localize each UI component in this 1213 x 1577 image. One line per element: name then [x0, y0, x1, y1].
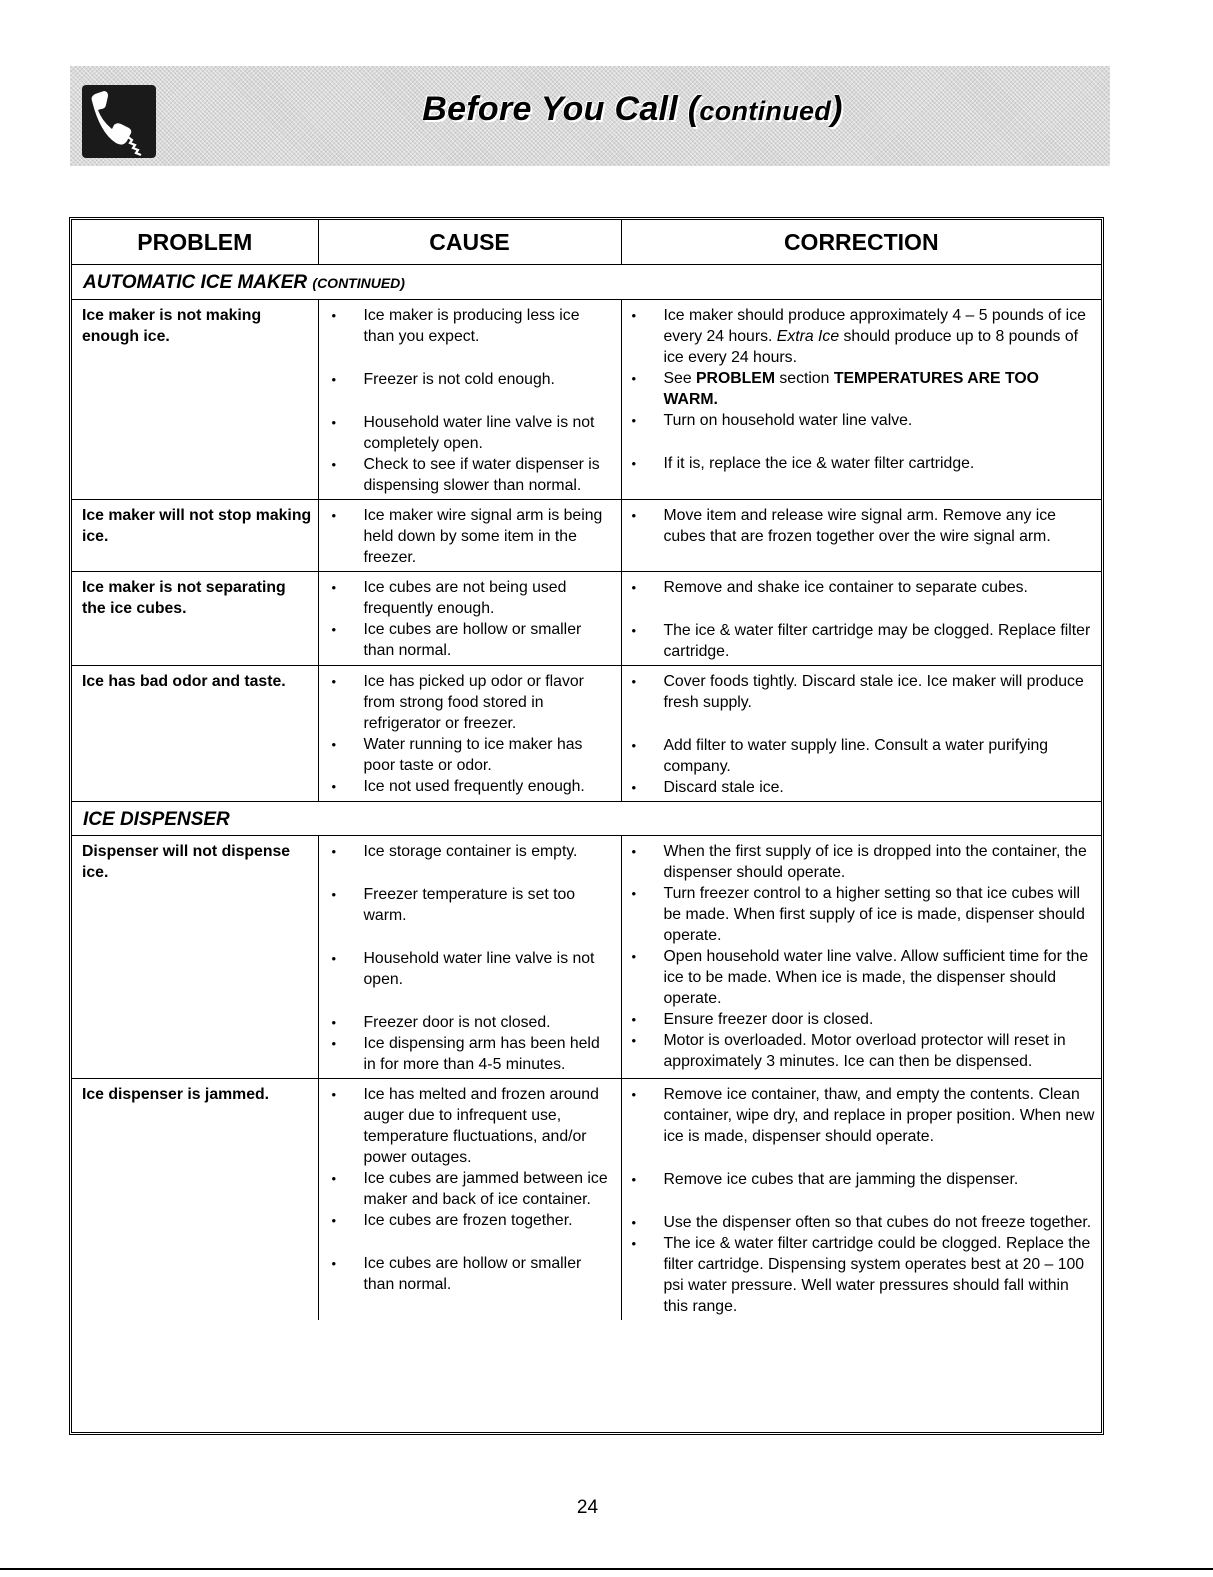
problem-cell: Ice maker is not making enough ice. [72, 300, 318, 500]
correction-cell [621, 500, 1101, 572]
section-title: ICE DISPENSER [83, 809, 230, 830]
cause-item: • Household water line valve is not completely open. [327, 412, 615, 454]
table-header-row [72, 220, 1101, 265]
cause-cell [318, 300, 621, 500]
section-header-ice-dispenser [72, 802, 1101, 836]
bottom-divider [0, 1568, 1213, 1570]
table-row [72, 572, 1101, 666]
correction-item: • Remove ice cubes that are jamming the dispenser. [627, 1169, 1096, 1190]
cause-item: • Ice maker is producing less ice than you expect. [327, 305, 615, 347]
cause-item: • Ice storage container is empty. [327, 841, 615, 862]
cause-item: • Water running to ice maker has poor taste or odor. [327, 734, 615, 776]
column-header-cause: CAUSE [318, 220, 621, 265]
cause-item: • Ice dispensing arm has been held in for more than 4-5 minutes. [327, 1033, 615, 1075]
cause-item: • Household water line valve is not open. [327, 948, 615, 990]
problem-cell: Dispenser will not dispense ice. [72, 836, 318, 1079]
page-title: Before You Call (continued) [422, 90, 843, 128]
correction-item: • Remove ice container, thaw, and empty the contents. Clean container, wipe dry, and replace in proper position. When new ice is made, dispenser should operate. [627, 1084, 1096, 1147]
correction-item: • Open household water line valve. Allow sufficient time for the ice to be made. When ice is made, the dispenser should operate. [627, 946, 1096, 1009]
correction-item: • The ice & water filter cartridge may be clogged. Replace filter cartridge. [627, 620, 1096, 662]
page-number: 24 [576, 1497, 599, 1518]
cause-item: • Ice has melted and frozen around auger due to infrequent use, temperature fluctuations, and/or power outages. [327, 1084, 615, 1168]
cause-item: • Freezer is not cold enough. [327, 369, 615, 390]
table-row [72, 1079, 1101, 1321]
problem-cell: Ice maker is not separating the ice cubes. [72, 572, 318, 666]
correction-item: • Ensure freezer door is closed. [627, 1009, 1096, 1030]
cause-cell [318, 572, 621, 666]
cause-item: • Ice cubes are hollow or smaller than normal. [327, 1253, 615, 1295]
correction-item: • Turn on household water line valve. [627, 410, 1096, 431]
cause-cell [318, 836, 621, 1079]
correction-cell [621, 1079, 1101, 1321]
table-row [72, 666, 1101, 802]
section-subtitle: (CONTINUED) [312, 275, 405, 291]
cause-cell [318, 666, 621, 802]
cause-item: • Check to see if water dispenser is dispensing slower than normal. [327, 454, 615, 496]
correction-item: • Discard stale ice. [627, 777, 1096, 798]
cause-item: • Ice maker wire signal arm is being held down by some item in the freezer. [327, 505, 615, 568]
problem-cell: Ice maker will not stop making ice. [72, 500, 318, 572]
correction-item: • Add filter to water supply line. Consult a water purifying company. [627, 735, 1096, 777]
section-header-automatic-ice-maker [72, 265, 1101, 300]
correction-item: • Turn freezer control to a higher setting so that ice cubes will be made. When first supply of ice is made, dispenser should operate. [627, 883, 1096, 946]
correction-item: • If it is, replace the ice & water filter cartridge. [627, 453, 1096, 474]
correction-item: • Ice maker should produce approximately 4 – 5 pounds of ice every 24 hours. Extra Ice should produce up to 8 pounds of ice every 24 hours. [627, 305, 1096, 368]
table-row [72, 500, 1101, 572]
section-title: AUTOMATIC ICE MAKER [83, 272, 308, 293]
correction-item: • Remove and shake ice container to separate cubes. [627, 577, 1096, 598]
table-row [72, 836, 1101, 1079]
cause-cell [318, 1079, 621, 1321]
problem-cell: Ice has bad odor and taste. [72, 666, 318, 802]
correction-item: • See PROBLEM section TEMPERATURES ARE TOO WARM. [627, 368, 1096, 410]
column-header-problem: PROBLEM [72, 220, 318, 265]
correction-item: • When the first supply of ice is dropped into the container, the dispenser should operate. [627, 841, 1096, 883]
correction-cell [621, 572, 1101, 666]
cause-item: • Ice cubes are frozen together. [327, 1210, 615, 1231]
correction-item: • Move item and release wire signal arm. Remove any ice cubes that are frozen together over the wire signal arm. [627, 505, 1096, 547]
cause-item: • Ice cubes are hollow or smaller than normal. [327, 619, 615, 661]
correction-item: • The ice & water filter cartridge could be clogged. Replace the filter cartridge. Dispensing system operates best at 20 – 100 psi water pressure. Well water pressures should fall within this range. [627, 1233, 1096, 1317]
table-row [72, 300, 1101, 500]
problem-cell: Ice dispenser is jammed. [72, 1079, 318, 1321]
column-header-correction: CORRECTION [621, 220, 1101, 265]
cause-cell [318, 500, 621, 572]
cause-item: • Freezer door is not closed. [327, 1012, 615, 1033]
troubleshooting-table [69, 217, 1104, 1435]
correction-item: • Motor is overloaded. Motor overload protector will reset in approximately 3 minutes. Ice can then be dispensed. [627, 1030, 1096, 1072]
cause-item: • Ice not used frequently enough. [327, 776, 615, 797]
cause-item: • Ice has picked up odor or flavor from strong food stored in refrigerator or freezer. [327, 671, 615, 734]
correction-cell [621, 300, 1101, 500]
cause-item: • Ice cubes are jammed between ice maker and back of ice container. [327, 1168, 615, 1210]
correction-cell [621, 666, 1101, 802]
cause-item: • Ice cubes are not being used frequently enough. [327, 577, 615, 619]
cause-item: • Freezer temperature is set too warm. [327, 884, 615, 926]
correction-item: • Cover foods tightly. Discard stale ice. Ice maker will produce fresh supply. [627, 671, 1096, 713]
correction-cell [621, 836, 1101, 1079]
correction-item: • Use the dispenser often so that cubes do not freeze together. [627, 1212, 1096, 1233]
